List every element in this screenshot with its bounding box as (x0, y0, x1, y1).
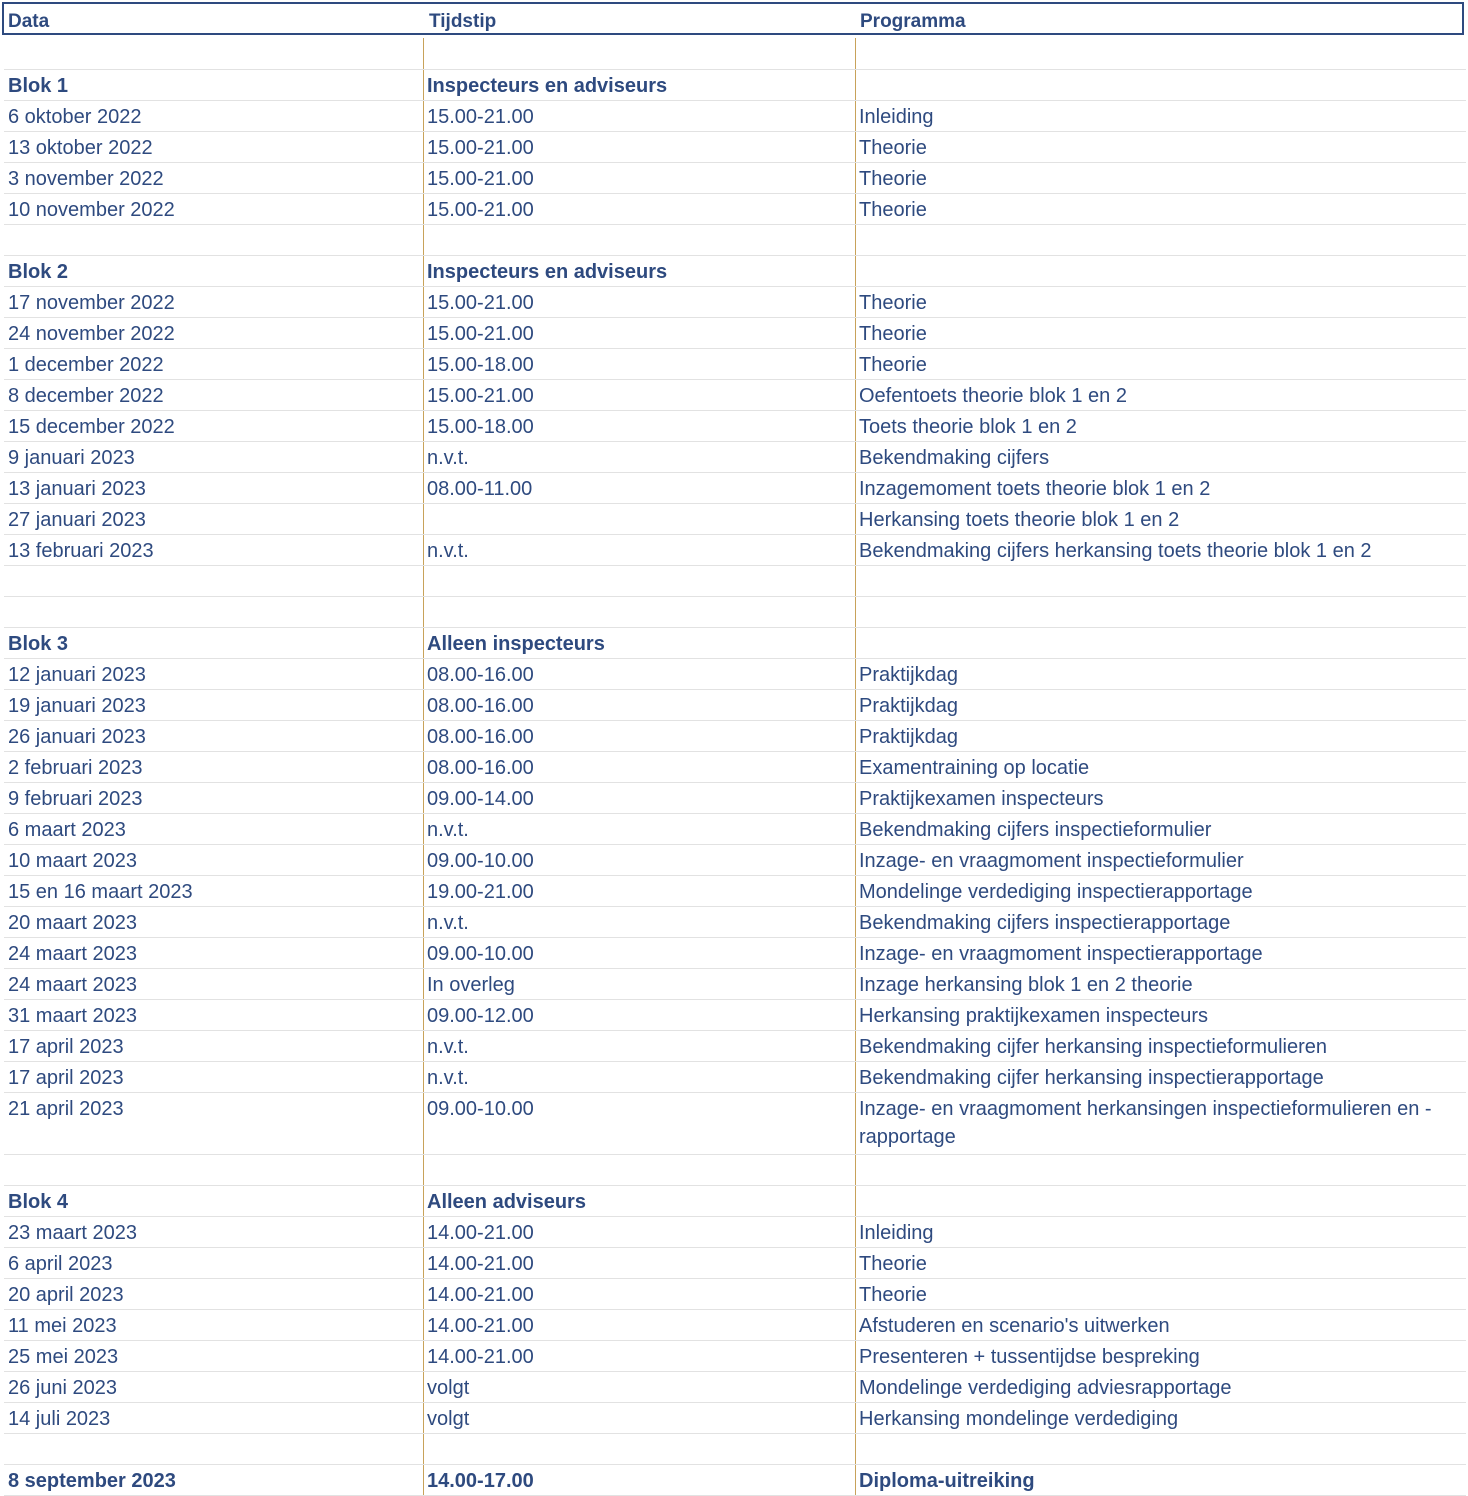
table-row (4, 535, 1466, 566)
block-header-row (4, 628, 1466, 659)
cell-tijdstip: 09.00-14.00 (427, 788, 534, 810)
cell-data: 10 maart 2023 (8, 850, 137, 872)
cell-programma: Inzage- en vraagmoment inspectierapportage (859, 943, 1263, 965)
cell-data: 6 april 2023 (8, 1253, 113, 1275)
cell-programma: Toets theorie blok 1 en 2 (859, 416, 1077, 438)
cell-programma: Theorie (859, 168, 927, 190)
table-row (4, 101, 1466, 132)
table-row (4, 907, 1466, 938)
cell-programma: Diploma-uitreiking (859, 1470, 1035, 1492)
cell-programma: Praktijkdag (859, 726, 958, 748)
cell-programma: Inzage- en vraagmoment herkansingen inspectieformulieren en -rapportage (859, 1098, 1432, 1148)
block-header-row (4, 256, 1466, 287)
table-row (4, 1217, 1466, 1248)
cell-data: 2 februari 2023 (8, 757, 143, 779)
cell-tijdstip: Alleen adviseurs (427, 1191, 586, 1213)
cell-data: 24 maart 2023 (8, 943, 137, 965)
cell-tijdstip: n.v.t. (427, 1036, 469, 1058)
cell-programma: Presenteren + tussentijdse bespreking (859, 1346, 1200, 1368)
cell-tijdstip: Alleen inspecteurs (427, 633, 605, 655)
table-row (4, 721, 1466, 752)
header-programma: Programma (860, 11, 966, 32)
cell-programma: Inzage herkansing blok 1 en 2 theorie (859, 974, 1193, 996)
cell-programma: Inleiding (859, 1222, 934, 1244)
cell-tijdstip: 14.00-21.00 (427, 1222, 534, 1244)
cell-tijdstip: 14.00-21.00 (427, 1284, 534, 1306)
cell-data: 25 mei 2023 (8, 1346, 119, 1368)
cell-data: 21 april 2023 (8, 1098, 124, 1120)
table-row (4, 411, 1466, 442)
header-data: Data (8, 11, 50, 32)
cell-tijdstip: n.v.t. (427, 447, 469, 469)
cell-data: Blok 3 (8, 633, 69, 655)
cell-programma: Bekendmaking cijfer herkansing inspectieformulieren (859, 1036, 1328, 1058)
cell-programma: Theorie (859, 1253, 927, 1275)
cell-data: 20 maart 2023 (8, 912, 137, 934)
cell-programma: Theorie (859, 323, 927, 345)
cell-tijdstip: Inspecteurs en adviseurs (427, 75, 668, 97)
table-row (4, 1000, 1466, 1031)
table-row (4, 318, 1466, 349)
cell-data: 27 januari 2023 (8, 509, 146, 531)
table-row (4, 938, 1466, 969)
cell-tijdstip: 08.00-16.00 (427, 726, 534, 748)
table-row (4, 349, 1466, 380)
table-row (4, 1093, 1466, 1155)
table-row (4, 783, 1466, 814)
table-row (4, 380, 1466, 411)
cell-data: 17 april 2023 (8, 1067, 124, 1089)
table-row (4, 1403, 1466, 1434)
blank-row (4, 1155, 1466, 1186)
cell-tijdstip: 08.00-16.00 (427, 757, 534, 779)
cell-programma: Theorie (859, 199, 927, 221)
cell-data: 6 maart 2023 (8, 819, 126, 841)
header-tijdstip: Tijdstip (429, 11, 497, 32)
cell-data: 13 januari 2023 (8, 478, 146, 500)
cell-data: Blok 4 (8, 1191, 69, 1213)
cell-programma: Theorie (859, 137, 927, 159)
table-row (4, 1341, 1466, 1372)
table-row (4, 1279, 1466, 1310)
cell-programma: Oefentoets theorie blok 1 en 2 (859, 385, 1127, 407)
cell-programma: Examentraining op locatie (859, 757, 1090, 779)
cell-tijdstip: 15.00-18.00 (427, 354, 534, 376)
cell-programma: Afstuderen en scenario's uitwerken (859, 1315, 1170, 1337)
table-row (4, 969, 1466, 1000)
cell-tijdstip: 09.00-12.00 (427, 1005, 534, 1027)
table-row (4, 752, 1466, 783)
cell-data: 13 oktober 2022 (8, 137, 153, 159)
cell-data: 8 december 2022 (8, 385, 164, 407)
cell-programma: Praktijkdag (859, 695, 958, 717)
cell-tijdstip: 15.00-18.00 (427, 416, 534, 438)
cell-data: 26 januari 2023 (8, 726, 146, 748)
cell-tijdstip: volgt (427, 1408, 470, 1430)
block-header-row (4, 1186, 1466, 1217)
table-row (4, 845, 1466, 876)
cell-programma: Inzagemoment toets theorie blok 1 en 2 (859, 478, 1211, 500)
cell-tijdstip: 08.00-16.00 (427, 664, 534, 686)
cell-programma: Praktijkdag (859, 664, 958, 686)
cell-tijdstip: 14.00-21.00 (427, 1315, 534, 1337)
table-row (4, 473, 1466, 504)
cell-tijdstip: n.v.t. (427, 912, 469, 934)
cell-tijdstip: n.v.t. (427, 1067, 469, 1089)
cell-tijdstip: In overleg (427, 974, 515, 996)
cell-programma: Bekendmaking cijfers (859, 447, 1050, 469)
cell-data: Blok 2 (8, 261, 69, 283)
table-row (4, 876, 1466, 907)
cell-programma: Mondelinge verdediging inspectierapportage (859, 881, 1253, 903)
cell-tijdstip: 15.00-21.00 (427, 323, 534, 345)
table-row (4, 814, 1466, 845)
cell-data: 9 januari 2023 (8, 447, 135, 469)
cell-tijdstip: n.v.t. (427, 819, 469, 841)
table-row (4, 504, 1466, 535)
cell-programma: Theorie (859, 292, 927, 314)
cell-programma: Herkansing mondelinge verdediging (859, 1408, 1179, 1430)
cell-data: 13 februari 2023 (8, 540, 154, 562)
table-row (4, 287, 1466, 318)
cell-tijdstip: 19.00-21.00 (427, 881, 534, 903)
blank-row (4, 566, 1466, 597)
cell-programma: Inleiding (859, 106, 934, 128)
cell-tijdstip: 15.00-21.00 (427, 292, 534, 314)
table-row (4, 1372, 1466, 1403)
cell-data: 12 januari 2023 (8, 664, 146, 686)
cell-data: 20 april 2023 (8, 1284, 124, 1306)
cell-programma: Bekendmaking cijfer herkansing inspectierapportage (859, 1067, 1324, 1089)
cell-tijdstip: 14.00-21.00 (427, 1346, 534, 1368)
table-row (4, 659, 1466, 690)
table-row (4, 690, 1466, 721)
cell-tijdstip: volgt (427, 1377, 470, 1399)
cell-tijdstip: 14.00-21.00 (427, 1253, 534, 1275)
cell-programma: Theorie (859, 354, 927, 376)
cell-tijdstip: 09.00-10.00 (427, 1098, 534, 1120)
table-row (4, 1248, 1466, 1279)
cell-tijdstip: n.v.t. (427, 540, 469, 562)
cell-data: 15 december 2022 (8, 416, 175, 438)
cell-data: 24 maart 2023 (8, 974, 137, 996)
blank-row (4, 1434, 1466, 1465)
cell-programma: Mondelinge verdediging adviesrapportage (859, 1377, 1232, 1399)
cell-data: 6 oktober 2022 (8, 106, 142, 128)
blank-row (4, 597, 1466, 628)
table-row (4, 1062, 1466, 1093)
cell-data: 14 juli 2023 (8, 1408, 111, 1430)
cell-tijdstip: 08.00-11.00 (427, 478, 533, 500)
table-row (4, 1310, 1466, 1341)
cell-data: 24 november 2022 (8, 323, 175, 345)
cell-data: 8 september 2023 (8, 1470, 176, 1492)
cell-data: 23 maart 2023 (8, 1222, 137, 1244)
cell-tijdstip: 09.00-10.00 (427, 850, 534, 872)
table-row (4, 1031, 1466, 1062)
cell-programma: Praktijkexamen inspecteurs (859, 788, 1104, 810)
cell-tijdstip: 09.00-10.00 (427, 943, 534, 965)
blank-row (4, 225, 1466, 256)
table-row (4, 132, 1466, 163)
cell-programma: Theorie (859, 1284, 927, 1306)
cell-tijdstip: 14.00-17.00 (427, 1470, 534, 1492)
cell-data: Blok 1 (8, 75, 69, 97)
cell-data: 17 april 2023 (8, 1036, 124, 1058)
cell-tijdstip: 15.00-21.00 (427, 385, 534, 407)
cell-data: 9 februari 2023 (8, 788, 143, 810)
cell-data: 26 juni 2023 (8, 1377, 117, 1399)
cell-data: 1 december 2022 (8, 354, 164, 376)
cell-programma: Bekendmaking cijfers inspectieformulier (859, 819, 1212, 841)
cell-data: 31 maart 2023 (8, 1005, 137, 1027)
cell-tijdstip: 08.00-16.00 (427, 695, 534, 717)
cell-data: 3 november 2022 (8, 168, 164, 190)
cell-data: 19 januari 2023 (8, 695, 146, 717)
header-row (2, 2, 1464, 35)
cell-programma: Herkansing toets theorie blok 1 en 2 (859, 509, 1180, 531)
cell-data: 17 november 2022 (8, 292, 175, 314)
table-row (4, 163, 1466, 194)
block-header-row (4, 70, 1466, 101)
cell-tijdstip: 15.00-21.00 (427, 199, 534, 221)
table-row (4, 442, 1466, 473)
cell-programma: Herkansing praktijkexamen inspecteurs (859, 1005, 1209, 1027)
block-header-row (4, 1465, 1466, 1496)
cell-data: 15 en 16 maart 2023 (8, 881, 193, 903)
cell-tijdstip: Inspecteurs en adviseurs (427, 261, 668, 283)
cell-tijdstip: 15.00-21.00 (427, 106, 534, 128)
cell-tijdstip: 15.00-21.00 (427, 168, 534, 190)
table-row (4, 194, 1466, 225)
blank-row (4, 39, 1466, 70)
cell-programma: Bekendmaking cijfers herkansing toets theorie blok 1 en 2 (859, 540, 1372, 562)
cell-data: 11 mei 2023 (8, 1315, 117, 1337)
cell-data: 10 november 2022 (8, 199, 175, 221)
cell-tijdstip: 15.00-21.00 (427, 137, 534, 159)
cell-programma: Inzage- en vraagmoment inspectieformulier (859, 850, 1244, 872)
cell-programma: Bekendmaking cijfers inspectierapportage (859, 912, 1231, 934)
